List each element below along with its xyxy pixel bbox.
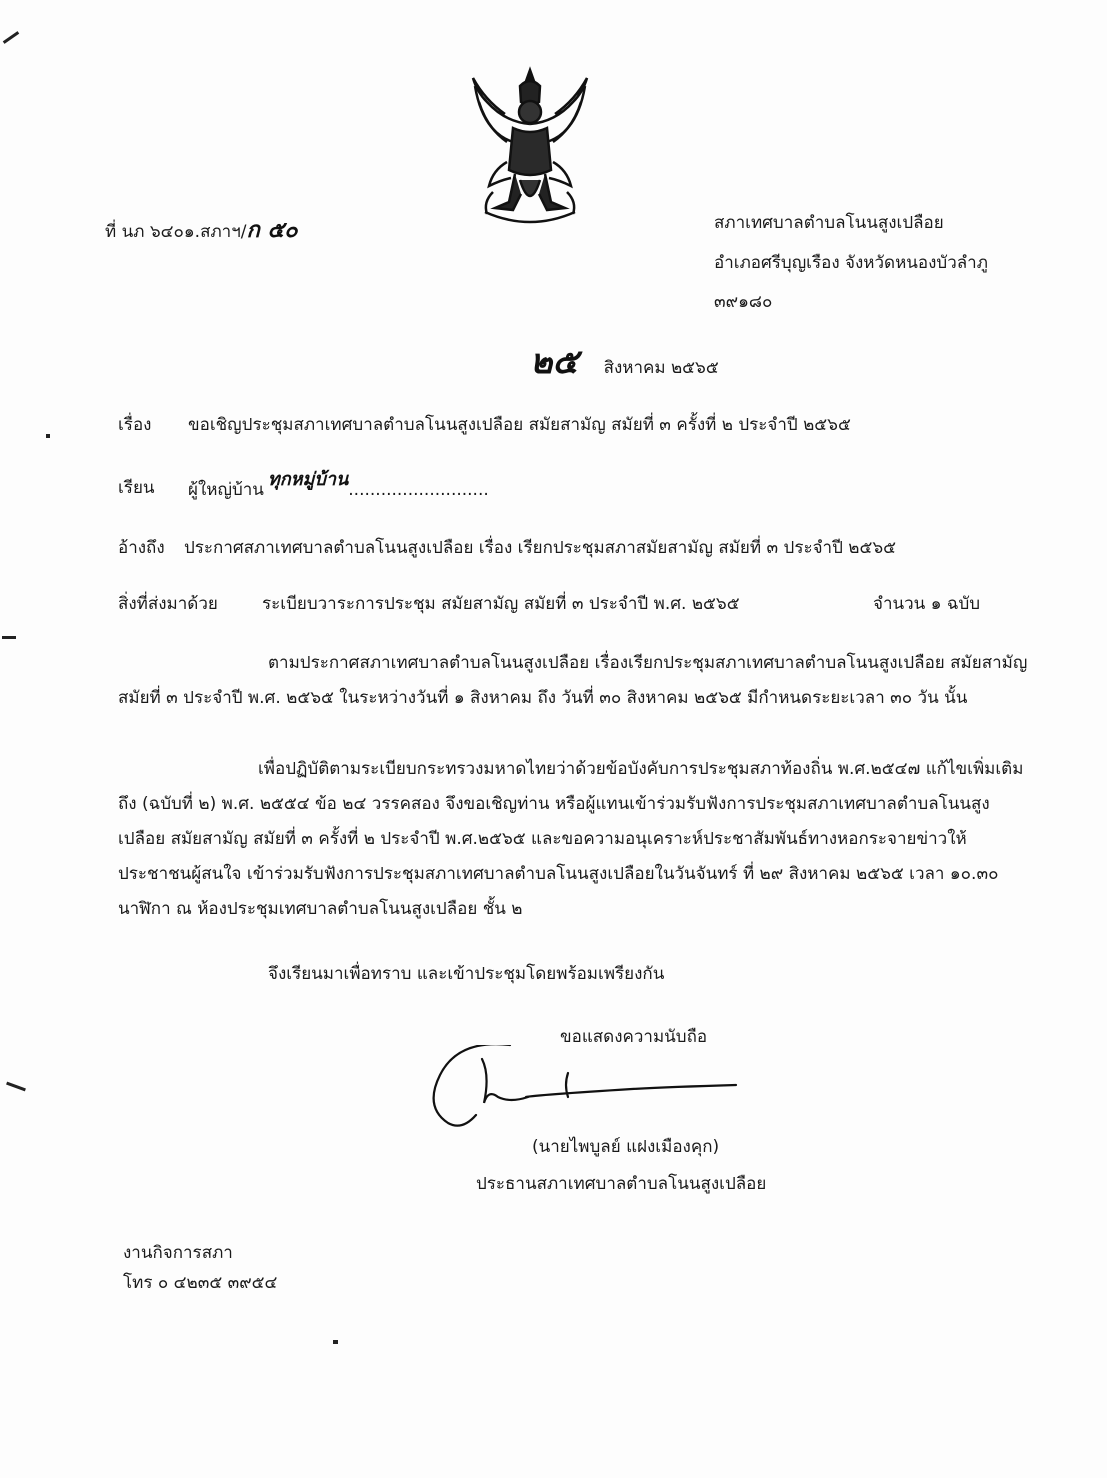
body-paragraph-1: ตามประกาศสภาเทศบาลตำบลโนนสูงเปลือย เรื่องเรียกประชุมสภาเทศบาลตำบลโนนสูงเปลือย สมัยสามัญ สมัยที่ ๓ ประจำปี พ.ศ. ๒๕๖๕ ในระหว่างวันที่ ๑ สิงหาคม ถึง วันที่ ๓๐ สิงหาคม ๒๕๖๕ มีกำหนดระยะเวลา ๓๐ วัน นั้น (118, 653, 1028, 708)
recipient-handwritten: ทุกหมู่บ้าน (267, 469, 349, 490)
reference-number-handwritten: ก ๕๐ (246, 217, 298, 243)
scan-mark (46, 434, 50, 438)
date-month-year: สิงหาคม ๒๕๖๕ (603, 358, 719, 378)
salutation-recipient (188, 469, 489, 503)
reference-number (105, 212, 298, 247)
recipient-printed: ผู้ใหญ่บ้าน (188, 480, 264, 500)
scan-mark (333, 1340, 338, 1344)
sender-postcode: ๓๙๑๘๐ (714, 292, 773, 312)
regards: ขอแสดงความนับถือ (560, 1027, 708, 1047)
department: งานกิจการสภา (123, 1243, 233, 1263)
reference-number-printed: ที่ นภ ๖๔๐๑.สภาฯ/ (105, 222, 247, 242)
garuda-emblem-icon (465, 62, 595, 232)
recipient-dots: .......................... (348, 480, 489, 500)
scan-mark (2, 636, 16, 639)
enclosure-label: สิ่งที่ส่งมาด้วย (118, 594, 218, 614)
closing-line: จึงเรียนมาเพื่อทราบ และเข้าประชุมโดยพร้อมเพรียงกัน (268, 964, 665, 984)
sender-line-2: อำเภอศรีบุญเรือง จังหวัดหนองบัวลำภู (714, 253, 988, 273)
body-paragraph-2: เพื่อปฏิบัติตามระเบียบกระทรวงมหาดไทยว่าด้วยข้อบังคับการประชุมสภาท้องถิ่น พ.ศ.๒๕๔๗ แก้ไขเพิ่มเติมถึง (ฉบับที่ ๒) พ.ศ. ๒๕๕๔ ข้อ ๒๔ วรรคสอง จึงขอเชิญท่าน หรือผู้แทนเข้าร่วมรับฟังการประชุมสภาเทศบาลตำบลโนนสูงเปลือย สมัยสามัญ สมัยที่ ๓ ครั้งที่ ๒ ประจำปี พ.ศ.๒๕๖๕ และขอความอนุเคราะห์ประชาสัมพันธ์ทางหอกระจายข่าวให้ประชาชนผู้สนใจ เข้าร่วมรับฟังการประชุมสภาเทศบาลตำบลโนนสูงเปลือยในวันจันทร์ ที่ ๒๙ สิงหาคม ๒๕๖๕ เวลา ๑๐.๓๐ นาฬิกา ณ ห้องประชุมเทศบาลตำบลโนนสูงเปลือย ชั้น ๒ (118, 759, 1024, 919)
subject-text: ขอเชิญประชุมสภาเทศบาลตำบลโนนสูงเปลือย สมัยสามัญ สมัยที่ ๓ ครั้งที่ ๒ ประจำปี ๒๕๖๕ (188, 415, 851, 435)
reference-text: ประกาศสภาเทศบาลตำบลโนนสูงเปลือย เรื่อง เรียกประชุมสภาสมัยสามัญ สมัยที่ ๓ ประจำปี ๒๕๖๕ (184, 538, 897, 558)
date-line (530, 334, 719, 388)
scan-mark (6, 1082, 26, 1092)
reference-label: อ้างถึง (118, 538, 165, 558)
enclosure-text: ระเบียบวาระการประชุม สมัยสามัญ สมัยที่ ๓ ประจำปี พ.ศ. ๒๕๖๕ (262, 594, 740, 614)
salutation-label: เรียน (118, 478, 155, 498)
scan-mark (3, 31, 19, 44)
enclosure-count: จำนวน ๑ ฉบับ (873, 594, 981, 614)
signer-name: (นายไพบูลย์ แฝงเมืองคุก) (532, 1137, 720, 1157)
phone: โทร ๐ ๔๒๓๕ ๓๙๕๔ (123, 1273, 278, 1293)
subject-label: เรื่อง (118, 415, 152, 435)
signer-title: ประธานสภาเทศบาลตำบลโนนสูงเปลือย (476, 1174, 767, 1194)
date-day-handwritten: ๒๕ (530, 342, 579, 382)
handwritten-signature (418, 1045, 738, 1145)
sender-line-1: สภาเทศบาลตำบลโนนสูงเปลือย (714, 213, 944, 233)
